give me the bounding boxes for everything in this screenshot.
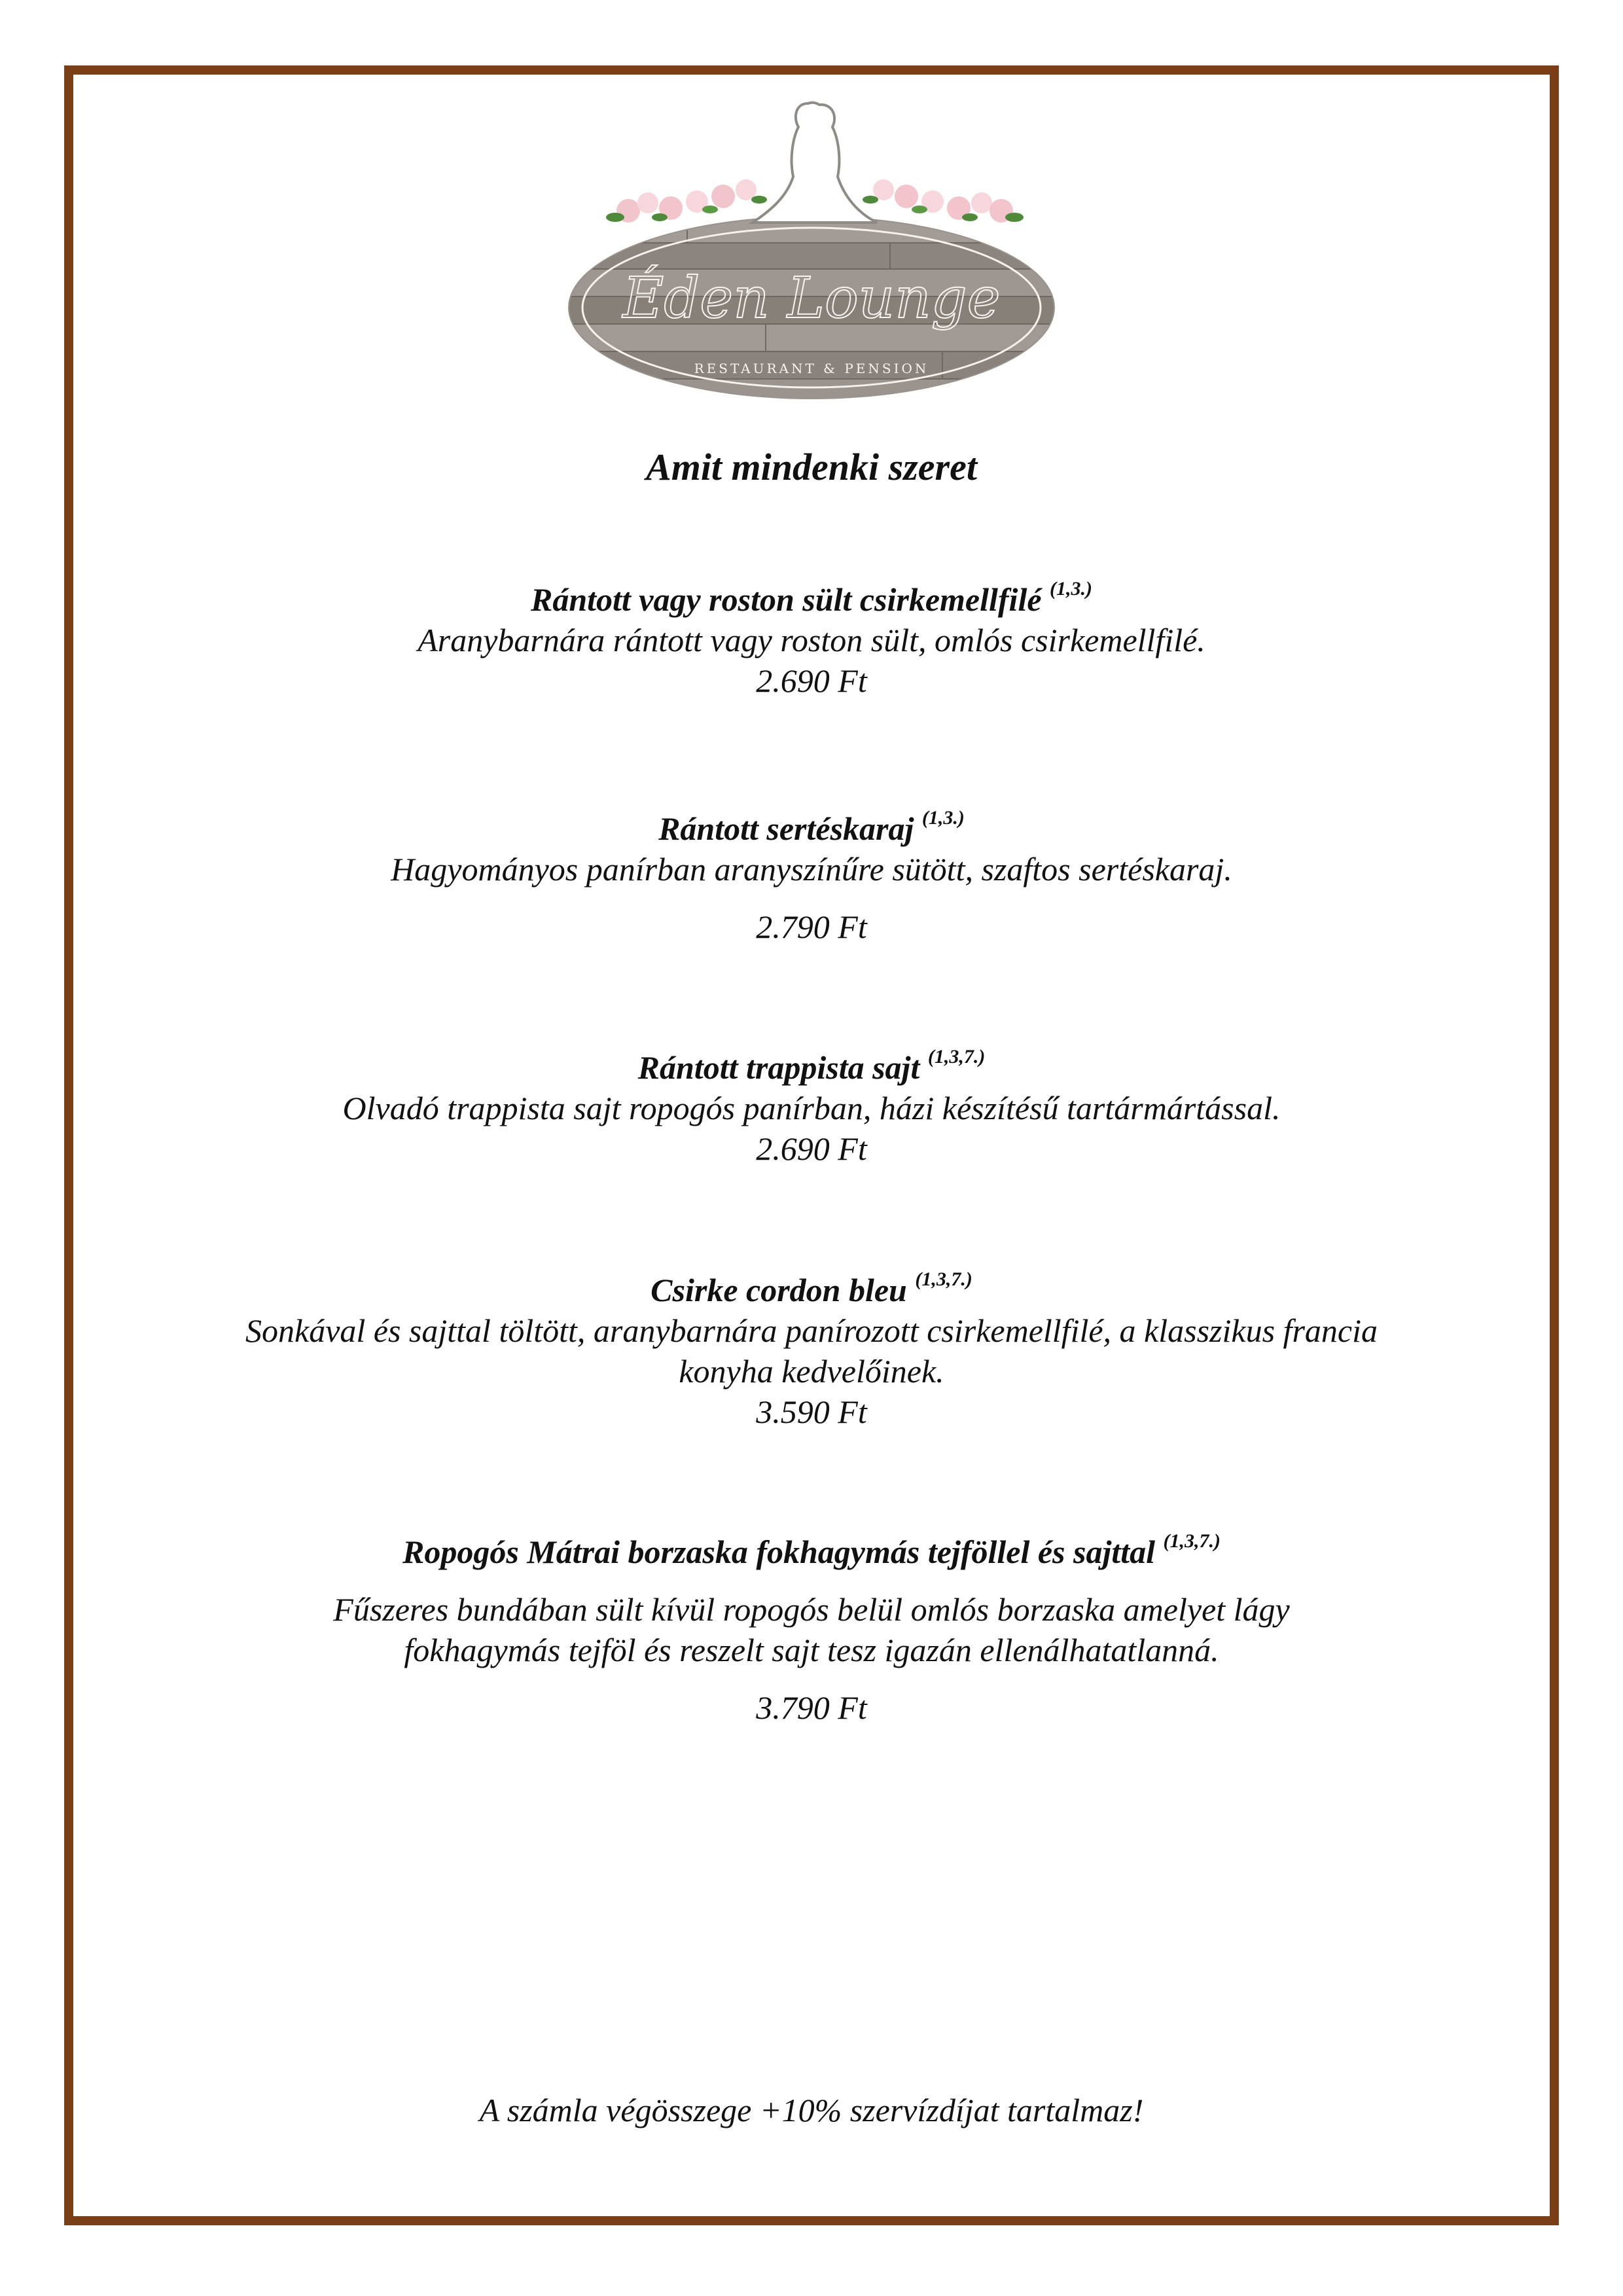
- dish-price: 3.590 Ft: [756, 1393, 867, 1430]
- menu-item: [131, 579, 1492, 701]
- dish-description: Olvadó trappista sajt ropogós panírban, házi készítésű tartármártással.: [342, 1090, 1281, 1126]
- dish-price: 2.690 Ft: [756, 1130, 867, 1167]
- dish-description: Aranybarnára rántott vagy roston sült, omlós csirkemellfilé.: [418, 622, 1205, 658]
- allergen-codes: (1,3,7.): [915, 1268, 972, 1290]
- allergen-codes: (1,3.): [1050, 578, 1093, 600]
- section-title: Amit mindenki szeret: [646, 446, 977, 488]
- dish-name-text: Rántott sertéskaraj: [658, 810, 914, 847]
- logo-tagline: RESTAURANT & PENSION: [694, 361, 929, 376]
- dish-name-text: Rántott vagy roston sült csirkemellfilé: [530, 581, 1042, 618]
- menu-item: [131, 808, 1492, 947]
- menu-item: [131, 1532, 1492, 1728]
- dish-name-text: Rántott trappista sajt: [637, 1049, 920, 1086]
- dish-name-text: Ropogós Mátrai borzaska fokhagymás tejföllel és sajttal: [402, 1534, 1156, 1570]
- dish-name-text: Csirke cordon bleu: [651, 1272, 907, 1308]
- logo-name: Éden Lounge: [622, 266, 1001, 331]
- menu-item: [131, 1270, 1492, 1432]
- dish-description: Fűszeres bundában sült kívül ropogós belül omlós borzaska amelyet lágy fokhagymás tejföl és reszelt sajt tesz igazán ellenálhatatlanná.: [333, 1591, 1290, 1668]
- menu-item: [131, 1047, 1492, 1169]
- dish-name: [131, 1270, 1492, 1310]
- dish-description: Hagyományos panírban aranyszínűre sütött, szaftos sertéskaraj.: [391, 851, 1232, 888]
- eden-lounge-logo: [550, 98, 1073, 406]
- dish-description: Sonkával és sajttal töltött, aranybarnára panírozott csirkemellfilé, a klasszikus francia konyha kedvelőinek.: [245, 1312, 1378, 1390]
- allergen-codes: (1,3,7.): [927, 1046, 986, 1067]
- dish-price: 2.790 Ft: [756, 908, 867, 945]
- dish-name: [131, 579, 1492, 620]
- dish-name: [131, 1047, 1492, 1088]
- allergen-codes: (1,3.): [921, 807, 965, 829]
- dish-name: [131, 808, 1492, 849]
- dish-price: 3.790 Ft: [756, 1689, 867, 1726]
- service-charge-note: A számla végösszege +10% szervízdíjat tartalmaz!: [479, 2092, 1144, 2128]
- dish-name: [131, 1532, 1492, 1572]
- dish-price: 2.690 Ft: [756, 662, 867, 699]
- allergen-codes: (1,3,7.): [1163, 1530, 1221, 1552]
